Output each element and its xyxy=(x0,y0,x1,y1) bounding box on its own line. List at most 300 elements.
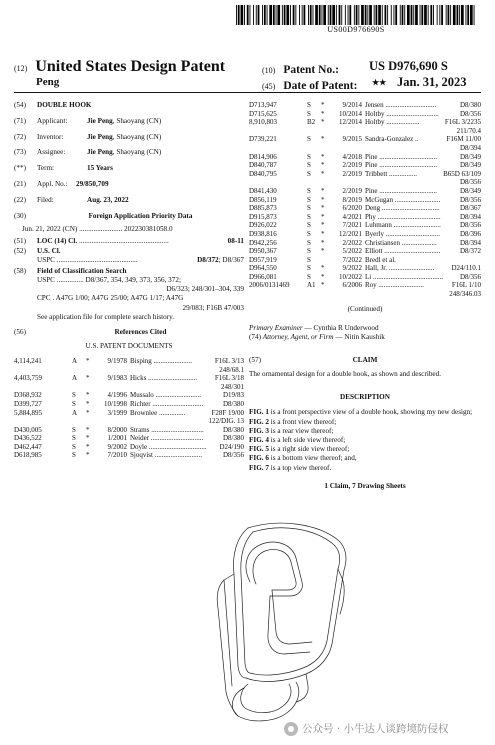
right-column xyxy=(249,101,481,491)
citation-kind: A1 xyxy=(307,281,316,290)
figure-description xyxy=(249,454,481,463)
citation-star: * xyxy=(321,272,325,281)
barcode-bar xyxy=(313,5,314,25)
citation-row xyxy=(14,366,244,375)
citation-date: 9/1983 xyxy=(107,374,127,383)
citation-kind: S xyxy=(307,255,311,264)
assignee-field xyxy=(14,148,244,157)
description-lines xyxy=(249,408,481,472)
watermark xyxy=(284,721,449,736)
citation-number: D856,119 xyxy=(249,195,277,204)
citation-star: * xyxy=(321,204,325,213)
citation-date: 7/2022 xyxy=(342,255,362,264)
citation-row xyxy=(249,101,481,110)
appl-no-label: Appl. No.: xyxy=(37,179,68,188)
barcode-bar xyxy=(466,5,467,25)
citation-number: 5,884,895 xyxy=(14,408,42,417)
barcode xyxy=(236,5,476,25)
citation-number: D399,727 xyxy=(14,399,42,408)
citation-number: D950,367 xyxy=(249,247,277,256)
inventor-field xyxy=(14,133,244,142)
barcode-bar xyxy=(348,5,349,25)
citation-kind: S xyxy=(307,152,311,161)
claim-heading-row xyxy=(249,356,481,365)
barcode-bar xyxy=(332,5,335,25)
citation-row xyxy=(14,357,244,366)
citation-class: D8/367 xyxy=(460,204,481,213)
citation-star: * xyxy=(321,264,325,273)
search-line: USPC ............... D8/367, 354, 349, 373, 356, 372; xyxy=(37,275,181,284)
citation-class-continuation: 248/346.03 xyxy=(449,290,481,299)
citation-class: F16L 1/10 xyxy=(451,281,481,290)
citation-row xyxy=(14,426,244,435)
barcode-bar xyxy=(295,5,296,25)
citation-name: Elliott ................................ xyxy=(365,247,441,256)
citation-kind: A xyxy=(72,356,78,365)
barcode-bar xyxy=(441,5,443,25)
citation-star: * xyxy=(321,247,325,256)
left-citations-table xyxy=(14,357,244,460)
citation-date: 10/2014 xyxy=(339,109,362,118)
barcode-bar xyxy=(415,5,418,25)
barcode-bar xyxy=(382,5,383,25)
barcode-bar xyxy=(244,5,245,25)
barcode-bar xyxy=(376,5,378,25)
barcode-bar xyxy=(276,5,277,25)
citation-number: D841,430 xyxy=(249,186,277,195)
citation-number: D915,873 xyxy=(249,212,277,221)
figure-text: is a top view thereof. xyxy=(268,463,332,472)
us-patent-documents-heading: U.S. PATENT DOCUMENTS xyxy=(85,341,173,350)
search-line: See application file for complete search history. xyxy=(37,313,175,322)
citation-name: Byerly ............................... xyxy=(365,229,441,238)
citation-kind: B2 xyxy=(307,118,316,127)
citation-number: D957,919 xyxy=(249,255,277,264)
barcode-bar xyxy=(354,5,355,25)
barcode-bar xyxy=(420,5,421,25)
citation-row xyxy=(249,204,481,213)
citation-row xyxy=(249,256,481,265)
citation-class: D19/83 xyxy=(223,391,244,400)
figure-text: is a rear view thereof; xyxy=(268,426,334,435)
citation-date: 7/2010 xyxy=(107,451,127,460)
citation-kind: S xyxy=(307,221,311,230)
continued-note: (Continued) xyxy=(347,304,383,313)
loc-field xyxy=(14,237,244,246)
figure-label: FIG. 6 xyxy=(249,454,269,463)
search-line: CPC . A47G 1/00; A47G 25/00; A47G 1/17; A47G xyxy=(37,294,184,303)
citation-star: * xyxy=(86,399,90,408)
barcode-number: US00D976690S xyxy=(327,25,385,34)
citation-class-continuation: D8/394 xyxy=(460,143,481,152)
citation-class-continuation: 248/68.1 xyxy=(219,365,244,374)
barcode-bar xyxy=(411,5,413,25)
patent-date: Jan. 31, 2023 xyxy=(397,75,467,89)
citation-star: * xyxy=(321,152,325,161)
citation-number: 4,114,241 xyxy=(14,356,42,365)
figure-label: FIG. 4 xyxy=(249,435,269,444)
citation-row xyxy=(249,170,481,179)
design-title: DOUBLE HOOK xyxy=(37,101,92,109)
figure-text: is a bottom view thereof; and, xyxy=(268,454,357,463)
citation-date: 12/2014 xyxy=(339,118,362,127)
applicant-location: , Shaoyang (CN) xyxy=(112,116,162,125)
citation-row xyxy=(249,196,481,205)
citation-date: 8/2000 xyxy=(107,425,127,434)
barcode-bar xyxy=(315,5,318,25)
citation-date: 2/2019 xyxy=(342,186,362,195)
citation-kind: S xyxy=(72,434,76,443)
barcode-bar xyxy=(284,5,286,25)
code-73: (73) xyxy=(14,148,26,157)
code-74: (74) xyxy=(249,333,261,342)
barcode-bar xyxy=(467,5,469,25)
uspc-dots: USPC ............................................. xyxy=(37,256,138,265)
barcode-bar xyxy=(236,5,237,25)
code-71: (71) xyxy=(14,116,26,125)
code-56: (56) xyxy=(14,328,26,337)
barcode-bar xyxy=(421,5,423,25)
citation-date: 12/2021 xyxy=(339,229,362,238)
priority-field xyxy=(14,212,244,221)
us-cl-label: U.S. Cl. xyxy=(37,246,61,255)
citation-date: 4/1996 xyxy=(107,391,127,400)
barcode-bar xyxy=(302,5,303,25)
barcode-bar xyxy=(264,5,266,25)
citation-name: Pine ................................. xyxy=(365,186,437,195)
citation-date: 6/2006 xyxy=(342,281,362,290)
citation-kind: S xyxy=(307,101,311,109)
citation-row xyxy=(14,391,244,400)
citation-name: Sjoqvist ........................... xyxy=(130,451,202,460)
figure-text: is a right side view thereof; xyxy=(268,445,350,454)
citation-class: D8/380 xyxy=(223,434,244,443)
figure-label: FIG. 2 xyxy=(249,417,269,426)
barcode-bar xyxy=(439,5,440,25)
citation-kind: S xyxy=(72,391,76,400)
figure-text: is a front view thereof; xyxy=(268,417,337,426)
term-label: Term: xyxy=(37,164,55,173)
citation-date: 2/2022 xyxy=(342,238,362,247)
citation-class-continuation: 211/70.4 xyxy=(456,126,481,135)
citation-name: Bredl et al. xyxy=(365,255,396,264)
figure-description xyxy=(249,436,481,445)
barcode-bar xyxy=(424,5,427,25)
citation-number: D436,522 xyxy=(14,434,42,443)
barcode-bar xyxy=(450,5,451,25)
barcode-bar xyxy=(470,5,473,25)
citation-kind: S xyxy=(307,264,311,273)
citation-name: Holtby .............................. xyxy=(365,109,439,118)
figure-label: FIG. 5 xyxy=(249,445,269,454)
attorney-name: — Nitin Kaushik xyxy=(333,333,385,342)
examiner-line xyxy=(249,324,481,333)
barcode-bar xyxy=(262,5,263,25)
citation-row xyxy=(249,161,481,170)
barcode-bar xyxy=(448,5,450,25)
barcode-bar xyxy=(290,5,291,25)
citation-number: D368,932 xyxy=(14,391,42,400)
barcode-bar xyxy=(395,5,397,25)
citation-star: * xyxy=(321,101,325,109)
citation-star: * xyxy=(86,391,90,400)
barcode-bar xyxy=(461,5,464,25)
citation-date: 7/2021 xyxy=(342,221,362,230)
citation-date: 9/2002 xyxy=(107,442,127,451)
citation-name: Doyle ................................. xyxy=(130,442,207,451)
citation-row xyxy=(249,127,481,136)
barcode-bar xyxy=(374,5,375,25)
barcode-bar xyxy=(391,5,392,25)
date-stars: ★★ xyxy=(372,78,387,87)
barcode-bar xyxy=(446,5,447,25)
applicant-name: Jie Peng xyxy=(87,116,113,125)
citation-row xyxy=(249,264,481,273)
barcode-bar xyxy=(247,5,249,25)
citation-date: 9/2022 xyxy=(342,264,362,273)
citation-class-continuation: D8/356 xyxy=(460,178,481,187)
citation-class: F16M 11/00 xyxy=(446,135,481,144)
citation-kind: S xyxy=(72,399,76,408)
barcode-bar xyxy=(256,5,257,25)
citation-number: D964,550 xyxy=(249,264,277,273)
loc-dots: .................................................. xyxy=(77,236,169,245)
citation-row xyxy=(249,187,481,196)
barcode-bar xyxy=(304,5,306,25)
barcode-bar xyxy=(358,5,359,25)
figure-text: is a front perspective view of a double hook, showing my new design; xyxy=(268,408,473,417)
claims-and-sheets-summary: 1 Claim, 7 Drawing Sheets xyxy=(324,481,406,490)
citation-date: 6/2020 xyxy=(342,204,362,213)
citation-class: B65D 63/109 xyxy=(443,169,481,178)
citation-name: Sandra-Gonzalez .. xyxy=(365,135,419,144)
code-term: (**) xyxy=(14,164,26,173)
citation-row xyxy=(249,281,481,290)
assignee-label: Assignee: xyxy=(37,148,66,157)
citation-name: Richter ............................. xyxy=(130,399,204,408)
citation-kind: A xyxy=(72,374,78,383)
left-column xyxy=(14,101,244,460)
citation-date: 4/2021 xyxy=(342,212,362,221)
uspc-main-class: D8/372 xyxy=(197,256,219,265)
citation-class: D8/380 xyxy=(460,101,481,109)
double-hook-perspective-drawing xyxy=(210,516,360,726)
citation-number: D618,985 xyxy=(14,451,42,460)
barcode-bar xyxy=(319,5,321,25)
citation-kind: S xyxy=(307,229,311,238)
citation-kind: S xyxy=(307,238,311,247)
citation-row xyxy=(14,443,244,452)
inventor-name: Jie Peng xyxy=(87,132,113,141)
citation-kind: S xyxy=(307,135,311,144)
barcode-bar xyxy=(349,5,351,25)
citation-class: D8/356 xyxy=(460,109,481,118)
inventor-location: , Shaoyang (CN) xyxy=(112,132,162,141)
citation-star: * xyxy=(321,195,325,204)
barcode-bar xyxy=(356,5,358,25)
citation-name: Roy .......................... xyxy=(365,281,424,290)
barcode-bar xyxy=(322,5,323,25)
citation-kind: S xyxy=(307,204,311,213)
citation-date: 9/2014 xyxy=(342,101,362,109)
barcode-bar xyxy=(253,5,254,25)
applicant-label: Applicant: xyxy=(37,116,68,125)
barcode-bar xyxy=(394,5,395,25)
citation-star: * xyxy=(321,135,325,144)
citation-date: 8/2019 xyxy=(342,195,362,204)
loc-label: LOC (14) Cl. xyxy=(37,236,78,245)
citation-star: * xyxy=(321,212,325,221)
citation-star: * xyxy=(321,221,325,230)
search-line: D6/323; 248/301–304, 339 xyxy=(166,285,244,294)
references-field xyxy=(14,328,244,337)
priority-line: Jun. 21, 2022 (CN) ........................ 202230381058.0 xyxy=(22,225,173,234)
citation-row xyxy=(14,409,244,418)
assignee-location: , Shaoyang (CN) xyxy=(112,148,162,157)
citation-row xyxy=(249,230,481,239)
figure-description xyxy=(249,427,481,436)
barcode-bar xyxy=(328,5,329,25)
attorney-line xyxy=(249,333,481,342)
citation-date: 9/2015 xyxy=(342,135,362,144)
citation-row xyxy=(249,239,481,248)
citation-name: Pine ................................. xyxy=(365,161,437,170)
citation-kind: S xyxy=(307,186,311,195)
citation-name: Tribbett ................ xyxy=(365,169,418,178)
citation-star: * xyxy=(86,374,90,383)
citation-star: * xyxy=(86,356,90,365)
citation-kind: S xyxy=(307,212,311,221)
watermark-text: 公众号 · 小牛达人谈跨境防侵权 xyxy=(302,723,449,735)
citation-row xyxy=(249,213,481,222)
citation-star: * xyxy=(321,109,325,118)
barcode-bar xyxy=(238,5,240,25)
barcode-bar xyxy=(330,5,332,25)
barcode-bar xyxy=(428,5,429,25)
citation-date: 9/1978 xyxy=(107,356,127,365)
barcode-bar xyxy=(308,5,309,25)
term-value: 15 Years xyxy=(87,164,113,173)
references-heading: References Cited xyxy=(114,328,167,337)
citation-date: 5/2022 xyxy=(342,247,362,256)
citation-kind: S xyxy=(307,161,311,170)
barcode-bar xyxy=(336,5,337,25)
citation-class: F16L 3/2235 xyxy=(444,118,481,127)
citation-date: 10/1998 xyxy=(104,399,127,408)
barcode-bar xyxy=(361,5,364,25)
citation-kind: S xyxy=(307,195,311,204)
barcode-bar xyxy=(474,5,475,25)
citation-name: McGugan .......................... xyxy=(365,195,441,204)
header-rule xyxy=(14,92,481,93)
claim-heading: CLAIM xyxy=(352,355,378,364)
citation-class: D24/190 xyxy=(219,442,244,451)
citation-row xyxy=(249,110,481,119)
citation-kind: S xyxy=(72,451,76,460)
barcode-bar xyxy=(267,5,268,25)
appl-no-field xyxy=(14,180,244,189)
citation-number: D840,795 xyxy=(249,169,277,178)
filed-label: Filed: xyxy=(37,195,54,204)
barcode-bar xyxy=(269,5,272,25)
uspc-line xyxy=(37,256,244,265)
barcode-bar xyxy=(402,5,404,25)
examiner-name: — Cynthia R Underwood xyxy=(302,323,379,332)
citation-name: Bisping ...................... xyxy=(130,356,193,365)
citation-number: D926,022 xyxy=(249,221,277,230)
citation-row xyxy=(249,153,481,162)
code-12: (12) xyxy=(14,64,28,73)
filed-value: Aug. 23, 2022 xyxy=(87,195,129,204)
attorney-label: Attorney, Agent, or Firm xyxy=(262,333,334,342)
citation-row xyxy=(249,178,481,187)
citation-star: * xyxy=(321,161,325,170)
citation-class: F28F 19/00 xyxy=(211,408,244,417)
citation-name: Phy .................................... xyxy=(365,212,441,221)
citation-kind: S xyxy=(72,442,76,451)
citation-row xyxy=(14,374,244,383)
citation-name: Strams .............................. xyxy=(130,425,204,434)
citation-row xyxy=(249,290,481,299)
code-52: (52) xyxy=(14,246,26,255)
citation-number: D462,447 xyxy=(14,442,42,451)
search-lines xyxy=(37,276,244,322)
citation-class: D8/396 xyxy=(460,229,481,238)
citation-row xyxy=(14,434,244,443)
code-30: (30) xyxy=(14,211,26,220)
citation-star: * xyxy=(321,186,325,195)
citation-number: 2006/0131469 xyxy=(249,281,290,290)
header-line-1 xyxy=(14,58,225,76)
code-58: (58) xyxy=(14,266,26,275)
citation-number: D739,221 xyxy=(249,135,277,144)
citation-star: * xyxy=(86,408,90,417)
code-22: (22) xyxy=(14,195,26,204)
citation-name: Hall, Jr. .......................... xyxy=(365,264,435,273)
citation-name: Holtby ................... xyxy=(365,118,420,127)
barcode-bar xyxy=(293,5,295,25)
citation-class: F16L 3/13 xyxy=(214,356,244,365)
citation-star: * xyxy=(321,281,325,290)
figure-description xyxy=(249,418,481,427)
search-line: 29/083; F16B 47/003 xyxy=(182,303,244,312)
code-72: (72) xyxy=(14,132,26,141)
code-54: (54) xyxy=(14,101,26,109)
citation-star: * xyxy=(321,118,325,127)
figure-description xyxy=(249,408,481,417)
citation-class: D8/372 xyxy=(460,247,481,256)
barcode-bar xyxy=(437,5,438,25)
code-57: (57) xyxy=(249,355,261,364)
citation-date: 2/2019 xyxy=(342,169,362,178)
assignee-name: Jie Peng xyxy=(87,148,113,157)
barcode-bar xyxy=(323,5,326,25)
citation-kind: S xyxy=(307,247,311,256)
barcode-bar xyxy=(430,5,432,25)
citation-name: Brownlee ............... xyxy=(130,408,186,417)
citation-row xyxy=(14,400,244,409)
wechat-account-icon xyxy=(284,722,298,736)
barcode-bar xyxy=(367,5,368,25)
barcode-bar xyxy=(407,5,410,25)
citation-name: Neider .............................. xyxy=(130,434,204,443)
citation-date: 1/2001 xyxy=(107,434,127,443)
citation-kind: S xyxy=(307,169,311,178)
barcode-bar xyxy=(369,5,372,25)
citation-number: 4,403,759 xyxy=(14,374,42,383)
loc-value: 08-11 xyxy=(227,236,244,245)
citation-class: D8/394 xyxy=(460,212,481,221)
